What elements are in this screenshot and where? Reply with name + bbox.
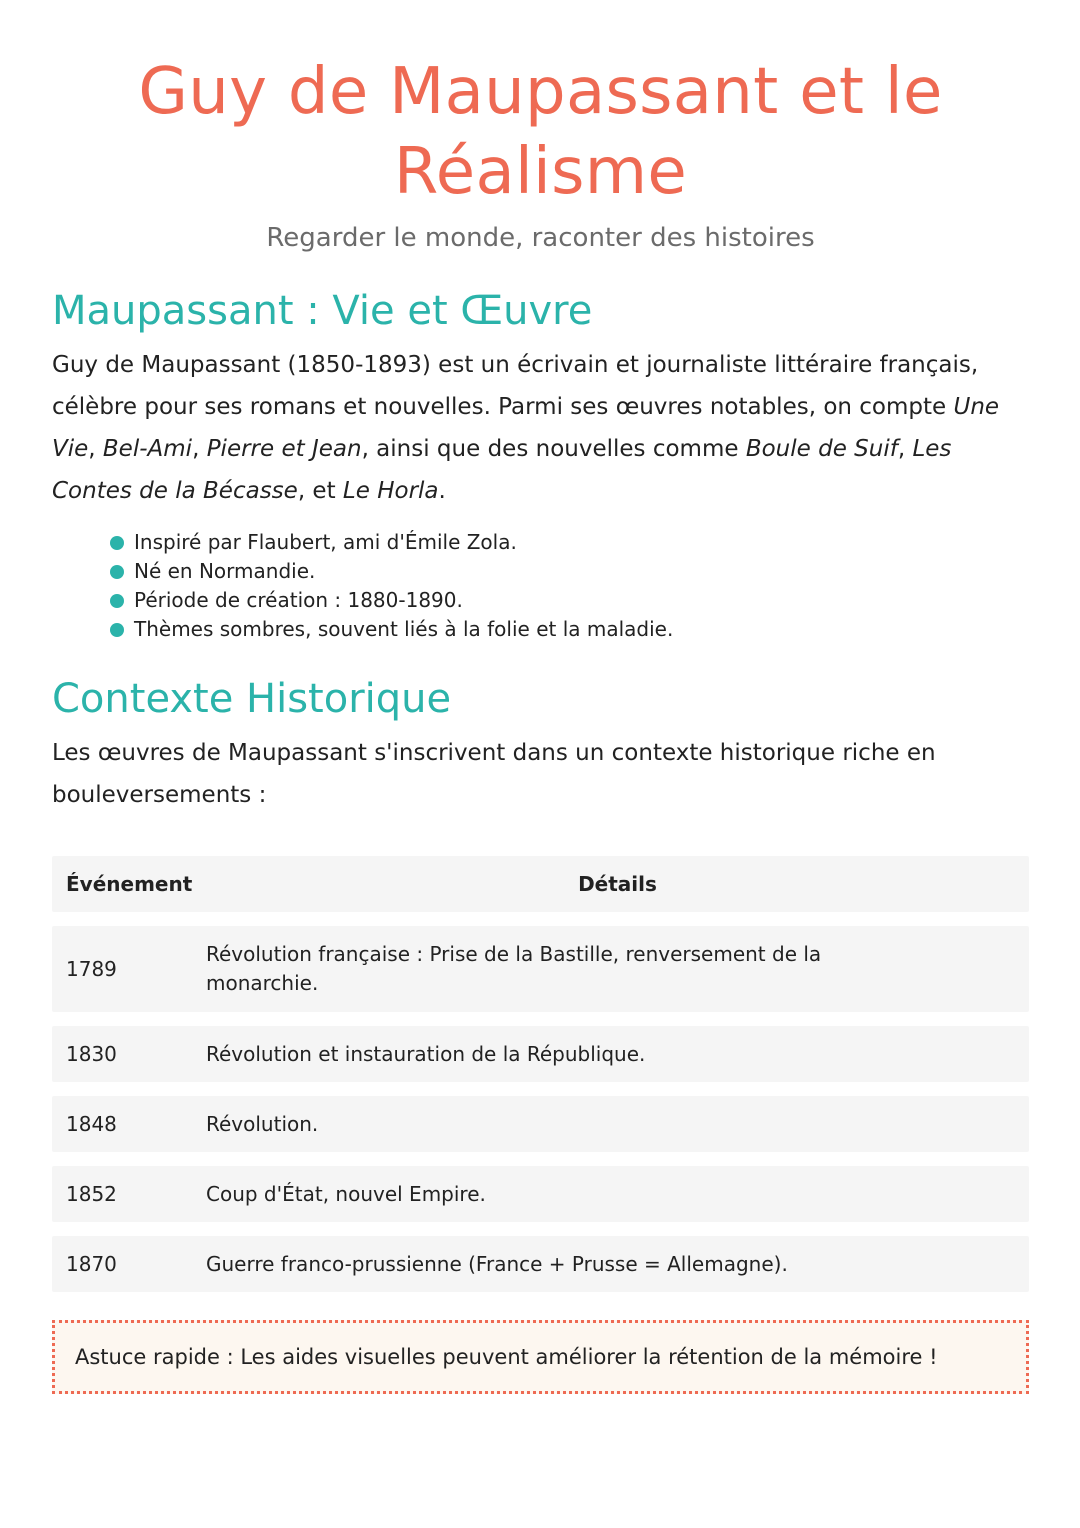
separator-text: , [897,436,913,462]
document-page [52,0,1029,1394]
work-title: Le Horla [342,478,439,504]
table-row [52,1026,1029,1082]
table-row [52,926,1029,1012]
column-header-event: Événement [66,871,193,896]
work-title: Une Vie [52,394,1000,462]
title-line-2: Réalisme [393,135,688,209]
work-title: Les Contes de la Bécasse [52,436,952,504]
table-row [52,1236,1029,1292]
list-item-text: Thèmes sombres, souvent liés à la folie et la maladie. [134,617,674,641]
life-end-text: . [438,478,446,504]
table-row [52,1166,1029,1222]
list-item [110,615,1029,644]
life-bullet-list [52,528,1029,644]
work-title: Bel-Ami [102,436,193,462]
separator-text: , [192,436,207,462]
table-header-row [52,856,1029,912]
details-cell: Guerre franco-prussienne (France + Prusse = Allemagne). [206,1251,788,1276]
list-item [110,586,1029,615]
list-item-text: Inspiré par Flaubert, ami d'Émile Zola. [134,530,517,554]
separator-text: , [88,436,103,462]
event-cell: 1789 [66,956,117,981]
event-cell: 1852 [66,1181,117,1206]
event-cell: 1830 [66,1041,117,1066]
context-paragraph: Les œuvres de Maupassant s'inscrivent dans un contexte historique riche en bouleversements : [52,740,936,808]
work-title: Pierre et Jean [206,436,362,462]
life-mid-text: , ainsi que des nouvelles comme [361,436,746,462]
details-cell: Coup d'État, nouvel Empire. [206,1181,486,1206]
page-title [52,0,1029,212]
event-cell: 1848 [66,1111,117,1136]
details-cell: Révolution. [206,1111,319,1136]
quick-tip-box [52,1320,1029,1394]
details-cell: Révolution et instauration de la République. [206,1041,646,1066]
list-item [110,528,1029,557]
life-paragraph [52,344,1029,512]
list-item [110,557,1029,586]
section-heading-context: Contexte Historique [52,676,452,722]
quick-tip-text: Astuce rapide : Les aides visuelles peuvent améliorer la rétention de la mémoire ! [75,1345,938,1369]
separator-text: , et [297,478,343,504]
history-table [52,856,1029,1292]
table-row [52,1096,1029,1152]
list-item-text: Période de création : 1880-1890. [134,588,463,612]
life-intro-text: Guy de Maupassant (1850-1893) est un écrivain et journaliste littéraire français, célèbre pour ses romans et nouvelles. Parmi ses œuvres notables, on compte [52,352,979,420]
section-heading-life: Maupassant : Vie et Œuvre [52,288,593,334]
column-header-details: Détails [578,871,657,896]
work-title: Boule de Suif [745,436,898,462]
bullet-dot-icon [110,536,124,550]
details-cell: Révolution française : Prise de la Bastille, renversement de la monarchie. [206,942,822,995]
bullet-dot-icon [110,623,124,637]
page-subtitle: Regarder le monde, raconter des histoires [266,223,815,253]
title-line-1: Guy de Maupassant et le [138,55,943,129]
bullet-dot-icon [110,594,124,608]
event-cell: 1870 [66,1251,117,1276]
list-item-text: Né en Normandie. [134,559,316,583]
bullet-dot-icon [110,565,124,579]
